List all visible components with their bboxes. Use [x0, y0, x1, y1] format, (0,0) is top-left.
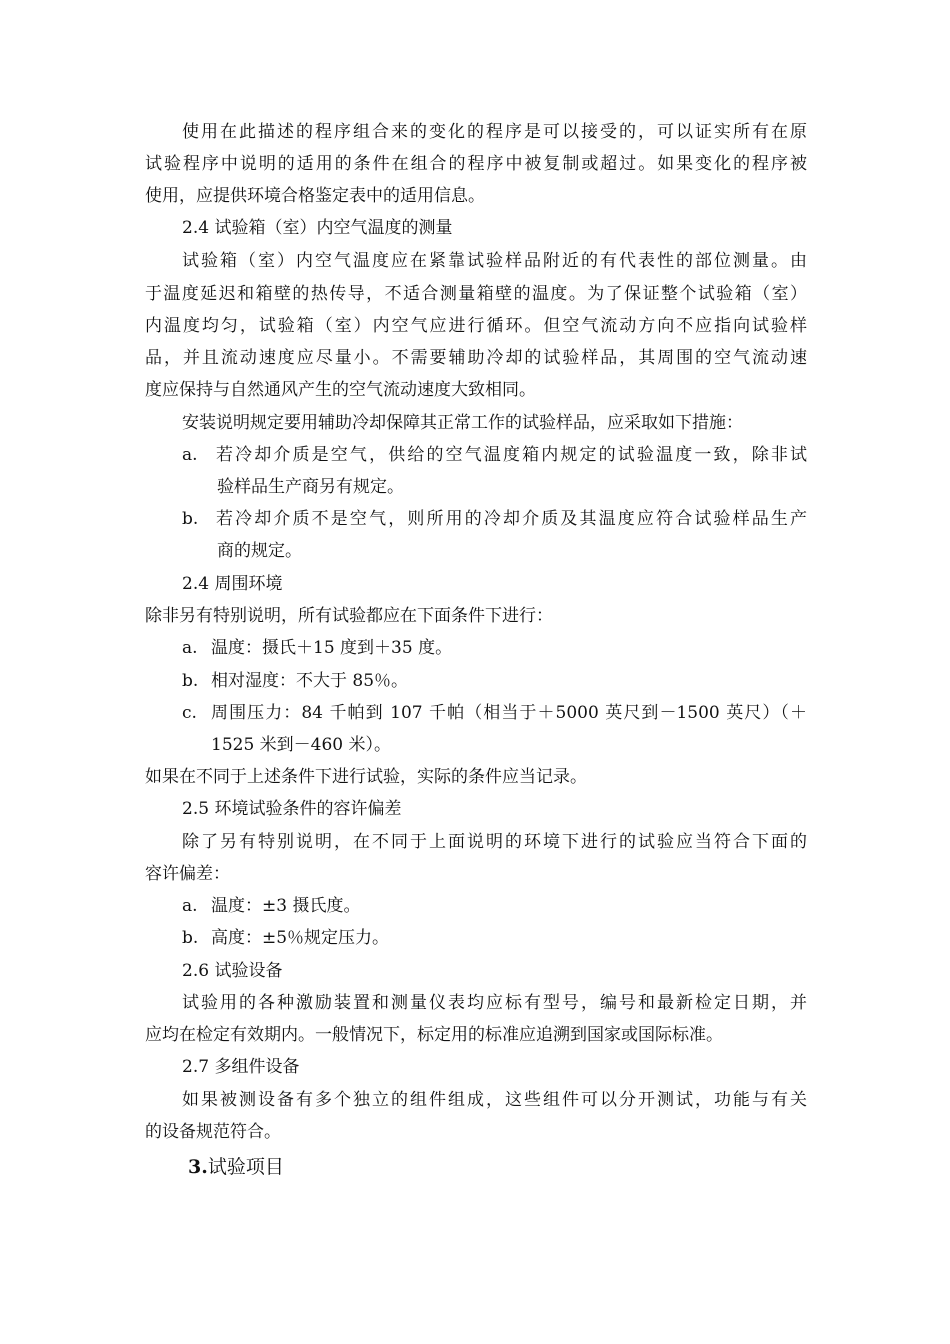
- list-item-text: 周围压力：84 千帕到 107 千帕（相当于＋5000 英尺到－1500 英尺）（＋: [211, 703, 807, 723]
- list-item-label: b.: [182, 509, 199, 529]
- list-item-text: 1525 米到－460 米）。: [211, 735, 392, 755]
- list-item-text: 相对湿度：不大于 85％。: [211, 671, 409, 691]
- paragraph-line: 安装说明规定要用辅助冷却保障其正常工作的试验样品，应采取如下措施：: [182, 413, 743, 433]
- list-item-text: 若冷却介质是空气，供给的空气温度箱内规定的试验温度一致，除非试: [216, 445, 807, 465]
- paragraph-line: 试验用的各种激励装置和测量仪表均应标有型号，编号和最新检定日期，并: [182, 993, 807, 1013]
- list-item-label: a.: [182, 896, 198, 916]
- section-heading-2-5: 2.5 环境试验条件的容许偏差: [182, 799, 402, 819]
- paragraph-line: 试验箱（室）内空气温度应在紧靠试验样品附近的有代表性的部位测量。由: [182, 251, 807, 271]
- list-item-text: 商的规定。: [217, 541, 302, 561]
- section-heading-2-6: 2.6 试验设备: [182, 961, 283, 981]
- list-item-label: b.: [182, 671, 199, 691]
- paragraph-line: 使用在此描述的程序组合来的变化的程序是可以接受的，可以证实所有在原: [182, 122, 807, 142]
- chapter-heading-3: [188, 1155, 284, 1179]
- paragraph-line: 试验程序中说明的适用的条件在组合的程序中被复制或超过。如果变化的程序被: [145, 154, 807, 174]
- paragraph-line: 使用，应提供环境合格鉴定表中的适用信息。: [145, 186, 485, 206]
- list-item-text: 温度：摄氏＋15 度到＋35 度。: [211, 638, 453, 658]
- paragraph-line: 如果被测设备有多个独立的组件组成，这些组件可以分开测试，功能与有关: [182, 1090, 807, 1110]
- paragraph-line: 内温度均匀，试验箱（室）内空气应进行循环。但空气流动方向不应指向试验样: [145, 316, 807, 336]
- paragraph-line: 容许偏差：: [145, 864, 230, 884]
- list-item-text: 高度：±5％规定压力。: [211, 928, 390, 948]
- paragraph-line: 品，并且流动速度应尽量小。不需要辅助冷却的试验样品，其周围的空气流动速: [145, 348, 807, 368]
- section-heading-2-4-a: 2.4 试验箱（室）内空气温度的测量: [182, 218, 453, 238]
- paragraph-line: 的设备规范符合。: [145, 1122, 281, 1142]
- section-heading-2-7: 2.7 多组件设备: [182, 1057, 300, 1077]
- section-heading-2-4-b: 2.4 周围环境: [182, 574, 283, 594]
- list-item-text: 验样品生产商另有规定。: [217, 477, 404, 497]
- list-item-label: c.: [182, 703, 197, 723]
- paragraph-line: 如果在不同于上述条件下进行试验，实际的条件应当记录。: [145, 767, 587, 787]
- paragraph-line: 除非另有特别说明，所有试验都应在下面条件下进行：: [145, 606, 553, 626]
- paragraph-line: 除了另有特别说明，在不同于上面说明的环境下进行的试验应当符合下面的: [182, 832, 807, 852]
- paragraph-line: 应均在检定有效期内。一般情况下，标定用的标准应追溯到国家或国际标准。: [145, 1025, 723, 1045]
- list-item-label: a.: [182, 445, 198, 465]
- chapter-title: 试验项目: [207, 1156, 284, 1178]
- list-item-label: a.: [182, 638, 198, 658]
- list-item-text: 温度：±3 摄氏度。: [211, 896, 361, 916]
- chapter-number: 3.: [188, 1156, 208, 1178]
- paragraph-line: 度应保持与自然通风产生的空气流动速度大致相同。: [145, 380, 536, 400]
- list-item-label: b.: [182, 928, 199, 948]
- list-item-text: 若冷却介质不是空气，则所用的冷却介质及其温度应符合试验样品生产: [216, 509, 807, 529]
- paragraph-line: 于温度延迟和箱壁的热传导，不适合测量箱壁的温度。为了保证整个试验箱（室）: [145, 284, 807, 304]
